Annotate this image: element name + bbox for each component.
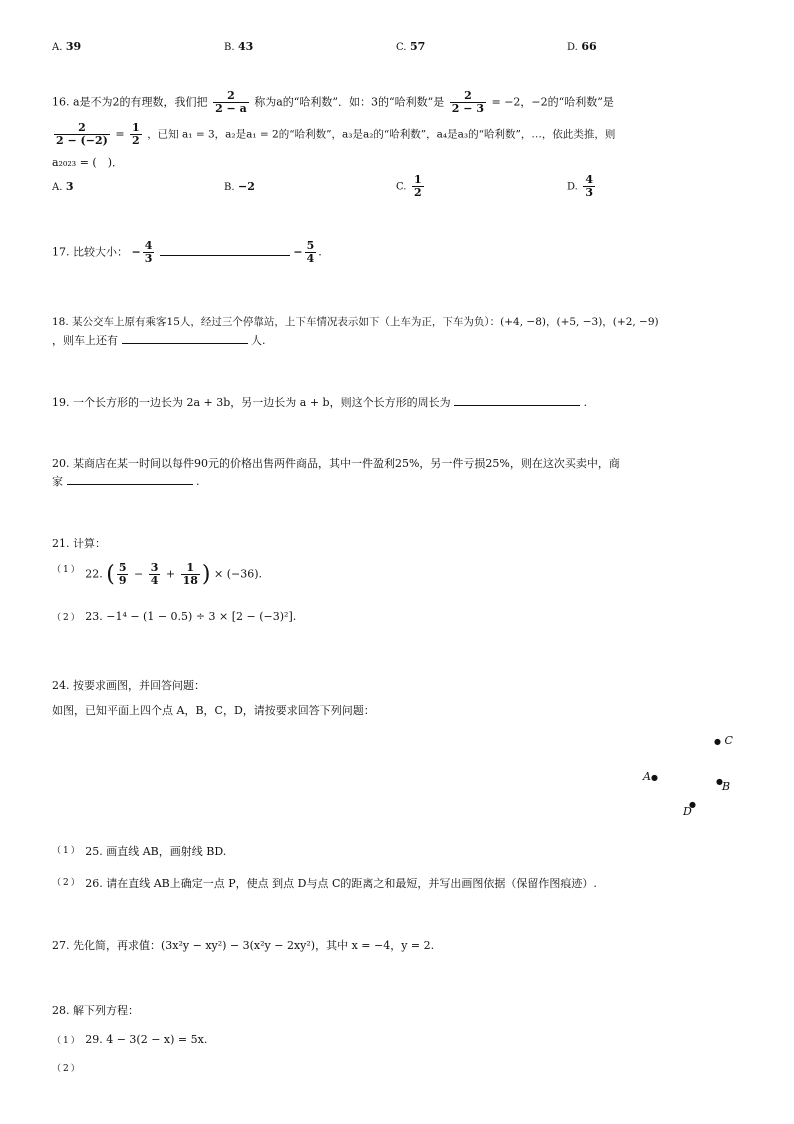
q24-desc: 如图，已知平面上四个点 A，B，C，D，请按要求回答下列问题： — [52, 704, 375, 717]
point-d: ● — [689, 800, 696, 809]
answer-blank[interactable] — [67, 472, 193, 485]
point-b-label: B — [722, 780, 731, 793]
point-a: A● — [643, 770, 658, 783]
q17: 17. 比较大小： − $\frac{4}{3}$ − $\frac{5}{4}$ . — [52, 239, 322, 265]
q24-part2: $^{(2)}$ 26. 请在直线 AB上确定一点 P，使点 到点 D与点 C的距离之和最短，并写出画图依据（保留作图痕迹）. — [52, 877, 597, 890]
fraction: $\frac{5}{4}$ — [306, 239, 315, 265]
q16-option-a: A. 3 — [52, 180, 74, 193]
q16-option-d: D. $\frac{4}{3}$ — [567, 173, 593, 199]
q16-option-b: B. −2 — [224, 180, 255, 193]
q21-part1: $^{(1)}$ 22. ( $\frac{5}{9}$ − $\frac{3}{4}$ + $\frac{1}{18}$ ) × (−36). — [52, 561, 262, 587]
q15-option-b: B. 43 — [224, 40, 254, 53]
point-d-label: D — [683, 805, 692, 818]
point-b: ● — [716, 777, 723, 786]
q28-part2: （2） — [52, 1064, 82, 1074]
q20-line1: 20. 某商店在某一时间以每件90元的价格出售两件商品，其中一件盈利25%，另一件亏损25%，则在这次买卖中，商 — [52, 457, 620, 470]
q15-option-d: D. 66 — [567, 40, 597, 53]
point-c: ● C — [714, 734, 733, 747]
q24-title: 24. 按要求画图，并回答问题： — [52, 679, 205, 692]
q16-line3: a₂₀₂₃ = ( )． — [52, 156, 123, 169]
q28-title: 28. 解下列方程： — [52, 1004, 139, 1017]
q16-option-c: C. $\frac{1}{2}$ — [396, 173, 422, 199]
q21-part2: $^{(2)}$ 23. −1⁴ − (1 − 0.5) ÷ 3 × [2 − (−3)²]. — [52, 610, 297, 623]
answer-blank[interactable] — [122, 331, 248, 344]
q18-line2: ，则车上还有 人. — [52, 331, 266, 348]
q21-title: 21. 计算： — [52, 537, 106, 550]
q19: 19. 一个长方形的一边长为 2a + 3b，另一边长为 a + b，则这个长方形的周长为 . — [52, 393, 587, 410]
fraction: $\frac{2}{2 - (-2)}$ — [56, 121, 108, 147]
q28-part1: $^{(1)}$ 29. 4 − 3(2 − x) = 5x. — [52, 1033, 208, 1046]
q18-line1: 18. 某公交车上原有乘客15人，经过三个停靠站，上下车情况表示如下（上车为正，下车为负）：(+4, −8)，(+5, −3)，(+2, −9) — [52, 316, 659, 328]
fraction: $\frac{1}{2}$ — [132, 121, 140, 147]
q16-line2: $\frac{2}{2 - (-2)}$ = $\frac{1}{2}$ ，已知 a₁ = 3，a₂是a₁ = 2的“哈利数”，a₃是a₂的“哈利数”，a₄是a₃的“哈利数”，…，依此类推，则 — [56, 121, 616, 147]
q15-option-a: A. 39 — [52, 40, 82, 53]
fraction: $\frac{4}{3}$ — [144, 239, 153, 265]
q15-option-c: C. 57 — [396, 40, 426, 53]
answer-blank[interactable] — [454, 393, 580, 406]
q24-part1: $^{(1)}$ 25. 画直线 AB，画射线 BD. — [52, 845, 227, 858]
fraction: $\frac{2}{2 - a}$ — [215, 89, 247, 115]
q27: 27. 先化简，再求值：(3x²y − xy²) − 3(x²y − 2xy²)，其中 x = −4，y = 2. — [52, 939, 435, 952]
answer-blank[interactable] — [160, 243, 290, 256]
q16-line1: 16. a是不为2的有理数，我们把 $\frac{2}{2 - a}$ 称为a的“哈利数”．如：3的“哈利数”是 $\frac{2}{2 - 3}$ = −2，−2的“哈利数”是 — [52, 89, 614, 115]
fraction: $\frac{2}{2 - 3}$ — [451, 89, 484, 115]
q20-line2: 家 . — [52, 472, 200, 489]
